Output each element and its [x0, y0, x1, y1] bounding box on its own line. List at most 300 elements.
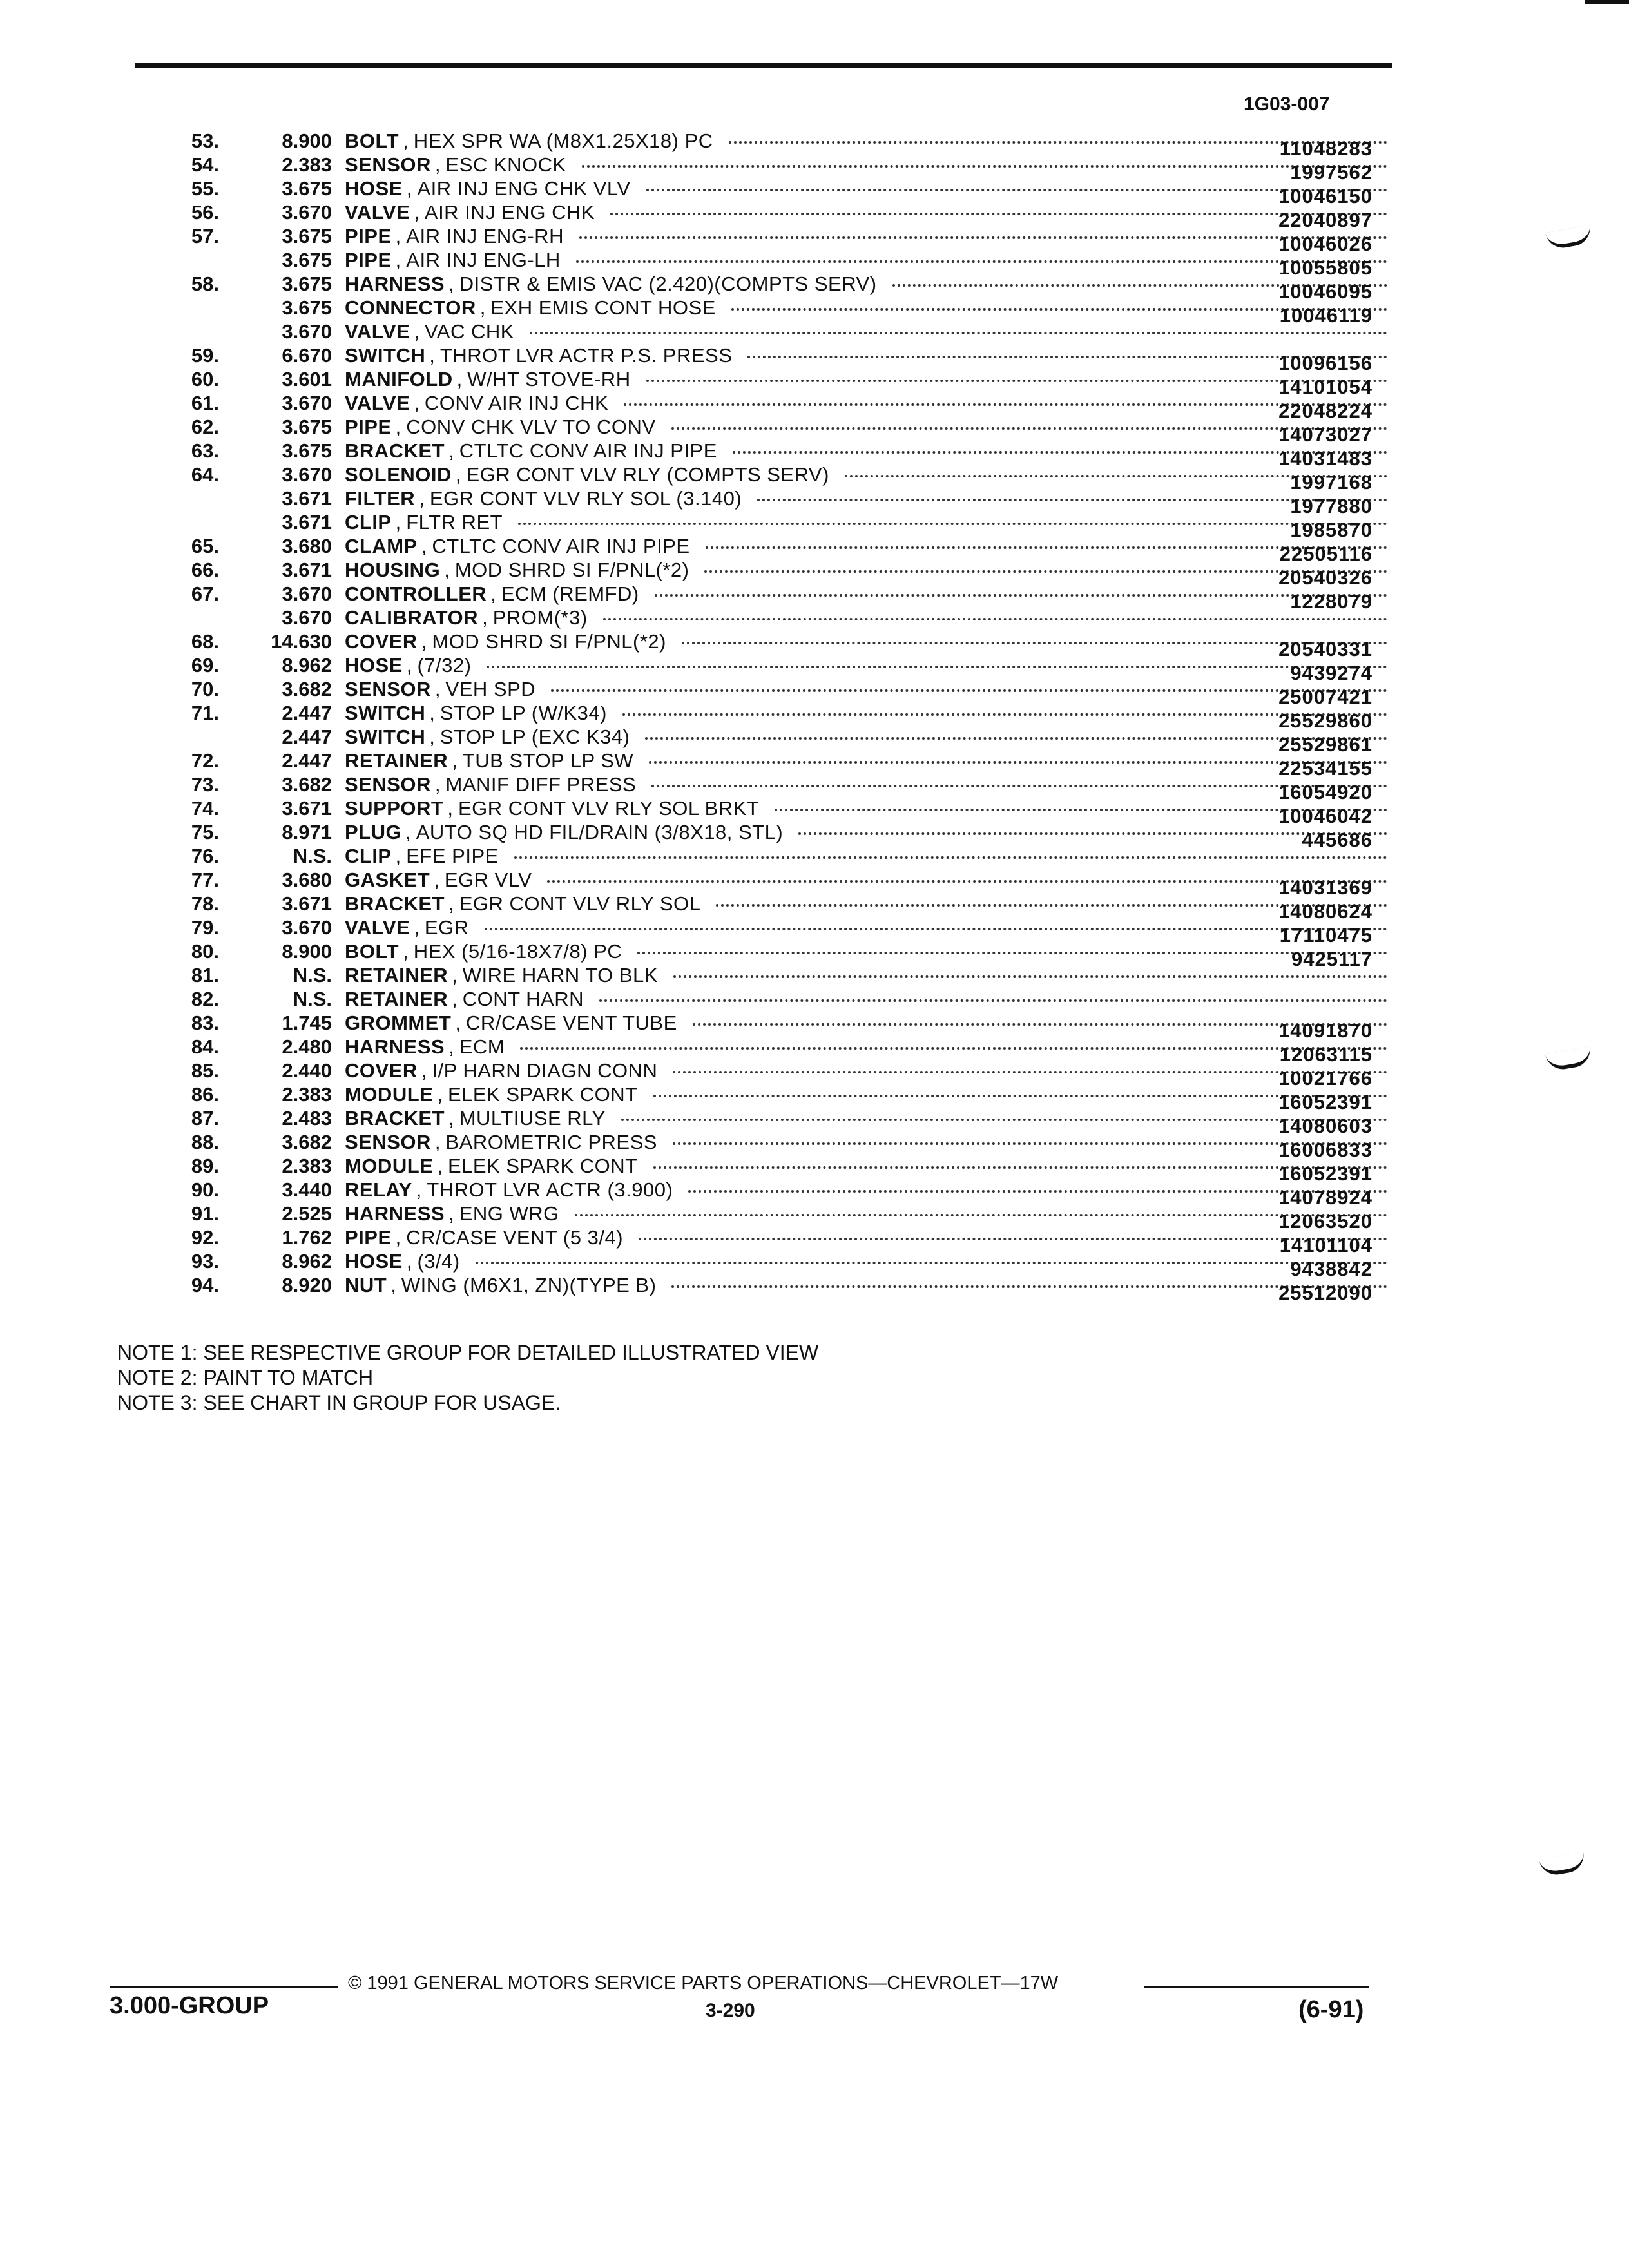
part-detail: ECM: [459, 1035, 505, 1058]
dot-leader: [514, 854, 1387, 859]
name-separator: ,: [390, 1274, 396, 1296]
part-number: 10046119: [1279, 304, 1373, 327]
name-separator: ,: [406, 654, 412, 677]
part-name: VALVE: [345, 201, 410, 224]
part-name: CLAMP: [345, 535, 418, 557]
part-description: [345, 939, 1395, 963]
group-number: 2.440: [282, 1059, 332, 1082]
item-number: 94.: [191, 1274, 219, 1296]
part-row: [161, 939, 1385, 970]
item-number: 56.: [191, 201, 219, 224]
part-number: 25529860: [1278, 709, 1373, 732]
part-name: SWITCH: [345, 726, 426, 748]
part-name: VALVE: [345, 392, 410, 414]
part-number: 12063520: [1278, 1210, 1373, 1233]
item-number: 55.: [191, 177, 219, 200]
item-number: 90.: [191, 1178, 219, 1201]
part-description: [345, 701, 1395, 725]
part-description: [345, 415, 1395, 439]
item-number: 72.: [191, 749, 219, 772]
part-description: [345, 153, 1395, 177]
item-number: 74.: [191, 797, 219, 820]
dot-leader: [487, 663, 1387, 668]
name-separator: ,: [429, 702, 435, 724]
part-detail: EGR CONT VLV RLY (COMPTS SERV): [466, 463, 829, 486]
part-row: [161, 367, 1385, 398]
part-number: 14101104: [1279, 1234, 1373, 1256]
part-number: 1997562: [1290, 161, 1373, 184]
part-row: [161, 1011, 1385, 1042]
dot-leader: [575, 1211, 1387, 1216]
name-separator: ,: [434, 678, 441, 700]
part-name: CLIP: [345, 845, 392, 867]
part-detail: STOP LP (W/K34): [439, 702, 607, 724]
footer-group: 3.000-GROUP: [110, 1992, 269, 2019]
part-row: [161, 1106, 1385, 1137]
group-number: 3.670: [282, 916, 332, 939]
group-number: N.S.: [293, 845, 332, 867]
group-number: 2.483: [282, 1107, 332, 1129]
part-detail: VAC CHK: [424, 320, 514, 343]
part-description: [345, 1059, 1395, 1082]
item-number: 81.: [191, 964, 219, 986]
item-number: 66.: [191, 559, 219, 581]
part-row: [161, 1059, 1385, 1090]
name-separator: ,: [448, 1107, 454, 1129]
item-number: 84.: [191, 1035, 219, 1058]
name-separator: ,: [437, 1083, 443, 1106]
corner-mark: [1585, 0, 1629, 4]
part-description: [345, 1225, 1395, 1249]
part-name: NUT: [345, 1274, 387, 1296]
part-number: 11048283: [1279, 137, 1373, 160]
group-number: 3.670: [282, 392, 332, 414]
name-separator: ,: [429, 344, 435, 367]
part-detail: ESC KNOCK: [445, 153, 566, 176]
part-number: 445686: [1302, 829, 1373, 851]
part-name: BRACKET: [345, 439, 445, 462]
part-number: 1977880: [1290, 495, 1373, 517]
part-description: [345, 534, 1395, 558]
dot-leader: [518, 520, 1387, 525]
part-detail: EGR CONT VLV RLY SOL BRKT: [458, 797, 760, 820]
part-row: [161, 844, 1385, 868]
item-number: 65.: [191, 535, 219, 557]
part-number: 9439274: [1290, 662, 1373, 684]
part-number: 10046095: [1278, 280, 1373, 303]
item-number: 87.: [191, 1107, 219, 1129]
part-name: CONNECTOR: [345, 296, 476, 319]
group-number: 6.670: [282, 344, 332, 367]
part-name: BOLT: [345, 130, 400, 152]
part-name: FILTER: [345, 487, 416, 510]
part-detail: ECM (REMFD): [501, 582, 639, 605]
part-detail: (3/4): [417, 1250, 460, 1273]
part-description: [345, 129, 1395, 153]
part-detail: VEH SPD: [445, 678, 536, 700]
name-separator: ,: [482, 606, 488, 629]
part-name: SWITCH: [345, 702, 426, 724]
footer-date: (6-91): [1298, 1996, 1364, 2023]
part-name: CALIBRATOR: [345, 606, 479, 629]
part-row: [161, 987, 1385, 1011]
footer-page-number: 3-290: [706, 2000, 755, 2021]
part-description: [345, 343, 1395, 367]
part-number: 22534155: [1278, 757, 1373, 780]
name-separator: ,: [414, 320, 419, 343]
dot-leader: [798, 830, 1387, 835]
part-row: [161, 653, 1385, 684]
part-description: [345, 677, 1395, 701]
part-detail: ELEK SPARK CONT: [447, 1083, 638, 1106]
dot-leader: [651, 782, 1387, 787]
part-detail: AUTO SQ HD FIL/DRAIN (3/8X18, STL): [416, 821, 784, 843]
part-description: [345, 1035, 1395, 1059]
part-detail: HEX SPR WA (M8X1.25X18) PC: [413, 130, 713, 152]
part-number: 22048224: [1278, 399, 1373, 422]
part-detail: THROT LVR ACTR P.S. PRESS: [439, 344, 733, 367]
part-name: MANIFOLD: [345, 368, 453, 390]
group-number: 3.675: [282, 296, 332, 319]
item-number: 54.: [191, 153, 219, 176]
item-number: 64.: [191, 463, 219, 486]
dot-leader: [551, 687, 1387, 692]
part-detail: AIR INJ ENG-RH: [406, 225, 564, 247]
group-number: 3.670: [282, 606, 332, 629]
part-row: [161, 343, 1385, 374]
part-number: 10021766: [1278, 1067, 1373, 1090]
part-description: [345, 1130, 1395, 1154]
page-code: 1G03-007: [1244, 93, 1330, 115]
part-number: 10046026: [1278, 233, 1373, 255]
part-detail: AIR INJ ENG CHK VLV: [417, 177, 631, 200]
item-number: 61.: [191, 392, 219, 414]
item-number: 62.: [191, 416, 219, 438]
group-number: 3.675: [282, 273, 332, 295]
part-row: [161, 439, 1385, 470]
name-separator: ,: [452, 988, 458, 1010]
part-name: CONTROLLER: [345, 582, 487, 605]
item-number: 76.: [191, 845, 219, 867]
group-number: 1.762: [282, 1226, 332, 1249]
item-number: 92.: [191, 1226, 219, 1249]
group-number: 3.675: [282, 177, 332, 200]
part-detail: EGR CONT VLV RLY SOL (3.140): [429, 487, 742, 510]
part-description: [345, 892, 1395, 916]
name-separator: ,: [395, 416, 401, 438]
part-name: GROMMET: [345, 1012, 452, 1034]
part-description: [345, 844, 1395, 868]
part-row: [161, 725, 1385, 756]
part-row: [161, 272, 1385, 303]
part-row: [161, 320, 1385, 343]
group-number: 3.671: [282, 797, 332, 820]
part-number: 1228079: [1290, 590, 1373, 613]
group-number: 8.962: [282, 654, 332, 677]
item-number: 73.: [191, 773, 219, 796]
item-number: 60.: [191, 368, 219, 390]
name-separator: ,: [448, 892, 454, 915]
part-description: [345, 200, 1395, 224]
part-row: [161, 582, 1385, 613]
part-number: 1985870: [1290, 519, 1373, 541]
part-detail: WING (M6X1, ZN)(TYPE B): [401, 1274, 657, 1296]
part-name: RETAINER: [345, 749, 448, 772]
dot-leader: [637, 949, 1387, 954]
part-number: 25512090: [1278, 1282, 1373, 1304]
part-number: 16052391: [1278, 1091, 1373, 1113]
item-number: 57.: [191, 225, 219, 247]
part-row: [161, 606, 1385, 629]
part-description: [345, 248, 1395, 272]
part-name: MODULE: [345, 1155, 434, 1177]
item-number: 53.: [191, 130, 219, 152]
group-number: 8.920: [282, 1274, 332, 1296]
group-number: 2.447: [282, 749, 332, 772]
group-number: 3.670: [282, 201, 332, 224]
part-name: HOSE: [345, 177, 403, 200]
dot-leader: [576, 258, 1387, 263]
name-separator: ,: [455, 463, 461, 486]
group-number: 3.675: [282, 439, 332, 462]
item-number: 77.: [191, 869, 219, 891]
part-description: [345, 320, 1395, 343]
part-number: 14101054: [1278, 376, 1373, 398]
name-separator: ,: [416, 1178, 422, 1201]
name-separator: ,: [405, 821, 411, 843]
name-separator: ,: [395, 225, 401, 247]
part-name: PIPE: [345, 416, 392, 438]
name-separator: ,: [434, 773, 441, 796]
part-number: 10096156: [1278, 352, 1373, 374]
dot-leader: [603, 615, 1387, 620]
part-detail: CTLTC CONV AIR INJ PIPE: [459, 439, 717, 462]
dot-leader: [646, 186, 1387, 191]
part-description: [345, 177, 1395, 200]
group-number: 2.383: [282, 153, 332, 176]
part-row: [161, 773, 1385, 803]
part-description: [345, 1178, 1395, 1202]
group-number: 8.900: [282, 130, 332, 152]
part-number: 14078924: [1278, 1186, 1373, 1209]
part-detail: CONV CHK VLV TO CONV: [406, 416, 656, 438]
group-number: 3.670: [282, 463, 332, 486]
part-row: [161, 1035, 1385, 1066]
part-description: [345, 606, 1395, 629]
name-separator: ,: [395, 1226, 401, 1249]
item-number: 82.: [191, 988, 219, 1010]
part-name: BRACKET: [345, 892, 445, 915]
part-number: 22040897: [1278, 209, 1373, 231]
part-description: [345, 367, 1395, 391]
part-name: HARNESS: [345, 1202, 445, 1225]
part-row: [161, 868, 1385, 899]
part-name: SENSOR: [345, 773, 431, 796]
group-number: N.S.: [293, 988, 332, 1010]
part-name: BRACKET: [345, 1107, 445, 1129]
name-separator: ,: [444, 559, 450, 581]
group-number: 8.962: [282, 1250, 332, 1273]
name-separator: ,: [414, 201, 419, 224]
part-description: [345, 1249, 1395, 1273]
part-name: SENSOR: [345, 1131, 431, 1153]
part-detail: MULTIUSE RLY: [459, 1107, 606, 1129]
part-row: [161, 1082, 1385, 1113]
part-name: RELAY: [345, 1178, 412, 1201]
part-row: [161, 534, 1385, 565]
dot-leader: [624, 401, 1387, 406]
footer-copyright: © 1991 GENERAL MOTORS SERVICE PARTS OPERATIONS—CHEVROLET—17W: [348, 1973, 1059, 1994]
name-separator: ,: [490, 582, 496, 605]
dot-leader: [599, 997, 1387, 1002]
part-description: [345, 558, 1395, 582]
group-number: 2.447: [282, 702, 332, 724]
part-number: 16052391: [1278, 1162, 1373, 1185]
part-number: 12063115: [1279, 1043, 1373, 1066]
group-number: 3.601: [282, 368, 332, 390]
part-row: [161, 892, 1385, 923]
name-separator: ,: [434, 1131, 441, 1153]
group-number: N.S.: [293, 964, 332, 986]
part-row: [161, 1249, 1385, 1280]
group-number: 3.680: [282, 869, 332, 891]
part-number: 10046042: [1278, 805, 1373, 827]
group-number: 3.675: [282, 225, 332, 247]
name-separator: ,: [448, 1035, 454, 1058]
part-description: [345, 773, 1395, 796]
top-rule: [135, 63, 1392, 68]
group-number: 2.480: [282, 1035, 332, 1058]
part-row: [161, 153, 1385, 184]
part-number: 14091870: [1278, 1019, 1373, 1042]
item-number: 71.: [191, 702, 219, 724]
part-number: 14080603: [1278, 1115, 1373, 1137]
part-number: 10046150: [1278, 185, 1373, 207]
dot-leader: [610, 210, 1387, 215]
part-number: 16006833: [1278, 1139, 1373, 1161]
dot-leader: [582, 162, 1387, 168]
part-name: HARNESS: [345, 273, 445, 295]
part-row: [161, 1154, 1385, 1185]
part-detail: EGR CONT VLV RLY SOL: [459, 892, 701, 915]
part-description: [345, 224, 1395, 248]
item-number: 69.: [191, 654, 219, 677]
part-name: RETAINER: [345, 988, 448, 1010]
group-number: 3.671: [282, 892, 332, 915]
part-name: VALVE: [345, 916, 410, 939]
part-name: GASKET: [345, 869, 430, 891]
part-name: SOLENOID: [345, 463, 452, 486]
part-detail: AIR INJ ENG CHK: [424, 201, 595, 224]
group-number: 3.670: [282, 320, 332, 343]
name-separator: ,: [452, 964, 458, 986]
part-detail: DISTR & EMIS VAC (2.420)(COMPTS SERV): [459, 273, 877, 295]
dot-leader: [485, 925, 1387, 930]
part-detail: EFE PIPE: [406, 845, 499, 867]
group-number: 3.671: [282, 487, 332, 510]
item-number: 67.: [191, 582, 219, 605]
item-number: 68.: [191, 630, 219, 653]
part-name: MODULE: [345, 1083, 434, 1106]
name-separator: ,: [437, 1155, 443, 1177]
item-number: 91.: [191, 1202, 219, 1225]
group-number: 3.675: [282, 416, 332, 438]
part-name: PIPE: [345, 249, 392, 271]
part-name: HARNESS: [345, 1035, 445, 1058]
part-detail: MOD SHRD SI F/PNL(*2): [454, 559, 689, 581]
part-description: [345, 391, 1395, 415]
part-row: [161, 391, 1385, 422]
part-row: [161, 629, 1385, 660]
item-number: 70.: [191, 678, 219, 700]
item-number: 89.: [191, 1155, 219, 1177]
part-name: VALVE: [345, 320, 410, 343]
part-row: [161, 749, 1385, 780]
dot-leader: [653, 1092, 1387, 1097]
group-number: 3.682: [282, 773, 332, 796]
part-description: [345, 296, 1395, 320]
part-description: [345, 653, 1395, 677]
part-row: [161, 248, 1385, 279]
name-separator: ,: [406, 1250, 412, 1273]
part-description: [345, 1273, 1395, 1297]
part-detail: WIRE HARN TO BLK: [462, 964, 658, 986]
dot-leader: [476, 1259, 1387, 1264]
name-separator: ,: [421, 630, 427, 653]
footer-rule-right: [1144, 1986, 1369, 1988]
group-number: 8.971: [282, 821, 332, 843]
part-name: PIPE: [345, 1226, 392, 1249]
part-description: [345, 749, 1395, 773]
item-number: 79.: [191, 916, 219, 939]
name-separator: ,: [406, 177, 412, 200]
group-number: 3.670: [282, 582, 332, 605]
notes: [117, 1340, 818, 1416]
dot-leader: [649, 758, 1387, 764]
part-detail: W/HT STOVE-RH: [467, 368, 631, 390]
dot-leader: [645, 735, 1387, 740]
part-row: [161, 415, 1385, 446]
part-description: [345, 916, 1395, 939]
name-separator: ,: [448, 273, 454, 295]
part-number: 1997168: [1290, 471, 1373, 494]
name-separator: ,: [414, 392, 419, 414]
dot-leader: [653, 1164, 1387, 1169]
group-number: 3.440: [282, 1178, 332, 1201]
part-name: PLUG: [345, 821, 402, 843]
part-description: [345, 1082, 1395, 1106]
dot-leader: [673, 973, 1387, 978]
part-description: [345, 963, 1395, 987]
dot-leader: [621, 1116, 1387, 1121]
item-number: 58.: [191, 273, 219, 295]
name-separator: ,: [434, 153, 441, 176]
part-row: [161, 1202, 1385, 1233]
part-detail: HEX (5/16-18X7/8) PC: [413, 940, 622, 963]
group-number: 3.671: [282, 511, 332, 533]
note-line: NOTE 2: PAINT TO MATCH: [117, 1366, 374, 1389]
part-detail: TUB STOP LP SW: [462, 749, 634, 772]
part-row: [161, 916, 1385, 947]
group-number: 2.383: [282, 1083, 332, 1106]
group-number: 3.671: [282, 559, 332, 581]
item-number: 85.: [191, 1059, 219, 1082]
part-description: [345, 1202, 1395, 1225]
part-number: 14073027: [1278, 423, 1373, 446]
item-number: 59.: [191, 344, 219, 367]
name-separator: ,: [414, 916, 419, 939]
name-separator: ,: [395, 845, 401, 867]
